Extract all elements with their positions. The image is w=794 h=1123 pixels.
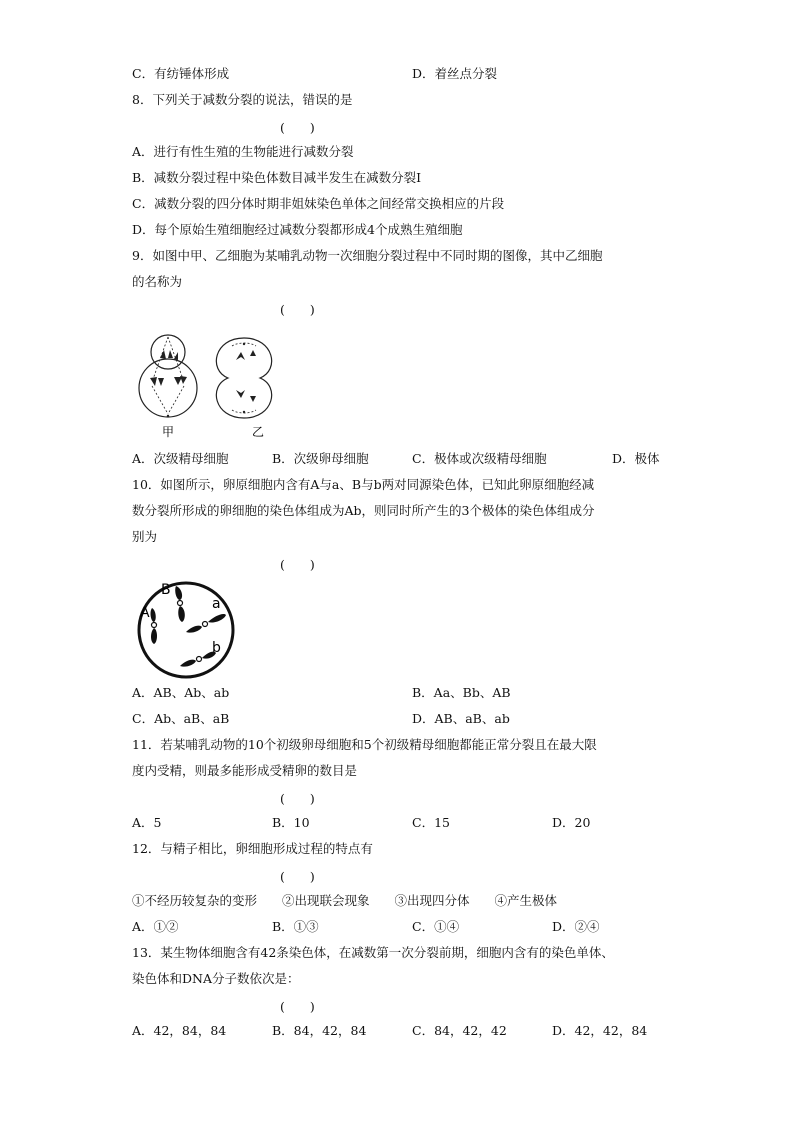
q13-option-d: D．42，42，84 xyxy=(552,1023,648,1038)
cell-jia xyxy=(139,335,197,417)
q13-answer-blank: ( ) xyxy=(280,999,315,1014)
q11-option-b: B．10 xyxy=(272,815,310,830)
q10-option-a: A．AB、Ab、ab xyxy=(132,685,230,700)
q12-items: ①不经历较复杂的变形 ②出现联会现象 ③出现四分体 ④产生极体 xyxy=(132,893,558,908)
q11-stem-line2: 度内受精，则最多能形成受精卵的数目是 xyxy=(132,763,358,778)
q13-option-c: C．84，42，42 xyxy=(412,1023,507,1038)
q8-answer-blank: ( ) xyxy=(280,120,315,135)
q13-option-b: B．84，42，84 xyxy=(272,1023,367,1038)
cell-jia-chromosomes xyxy=(150,350,187,417)
q8-option-b: B．减数分裂过程中染色体数目减半发生在减数分裂Ⅰ xyxy=(132,170,422,185)
q9-option-a: A．次级精母细胞 xyxy=(132,451,229,466)
label-a: a xyxy=(212,596,221,612)
q12-stem: 12．与精子相比，卵细胞形成过程的特点有 xyxy=(132,841,373,856)
q8-option-c: C．减数分裂的四分体时期非姐妹染色单体之间经常交换相应的片段 xyxy=(132,196,505,211)
q9-stem-line2: 的名称为 xyxy=(132,274,183,289)
fig-label-jia: 甲 xyxy=(161,425,175,439)
q9-stem-line1: 9．如图中甲、乙细胞为某哺乳动物一次细胞分裂过程中不同时期的图像，其中乙细胞 xyxy=(132,248,603,263)
q12-option-d: D．②④ xyxy=(552,919,600,934)
cell-yi xyxy=(216,338,271,418)
q11-option-a: A．5 xyxy=(132,815,162,830)
q12-option-a: A．①② xyxy=(132,919,179,934)
q9-option-c: C．极体或次级精母细胞 xyxy=(412,451,547,466)
q9-figure xyxy=(134,330,294,442)
q10-option-b: B．Aa、Bb、AB xyxy=(412,685,511,700)
q13-stem-line1: 13．某生物体细胞含有42条染色体，在减数第一次分裂前期，细胞内含有的染色单体、 xyxy=(132,945,614,960)
q9-answer-blank: ( ) xyxy=(280,302,315,317)
q13-stem-line2: 染色体和DNA分子数依次是： xyxy=(132,971,300,986)
q8-stem: 8．下列关于减数分裂的说法，错误的是 xyxy=(132,92,353,107)
q12-option-b: B．①③ xyxy=(272,919,319,934)
fig-label-yi: 乙 xyxy=(251,425,265,439)
q7-option-c: C．有纺锤体形成 xyxy=(132,66,230,81)
q12-answer-blank: ( ) xyxy=(280,869,315,884)
q10-option-d: D．AB、aB、ab xyxy=(412,711,510,726)
q13-option-a: A．42，84，84 xyxy=(132,1023,227,1038)
q10-stem-line2: 数分裂所形成的卵细胞的染色体组成为Ab，则同时所产生的3个极体的染色体组成分 xyxy=(132,503,595,518)
q8-option-a: A．进行有性生殖的生物能进行减数分裂 xyxy=(132,144,354,159)
q9-option-d: D．极体 xyxy=(612,451,660,466)
label-b: b xyxy=(212,640,221,656)
q7-option-d: D．着丝点分裂 xyxy=(412,66,498,81)
q11-option-d: D．20 xyxy=(552,815,591,830)
q11-answer-blank: ( ) xyxy=(280,791,315,806)
label-A: A xyxy=(140,605,150,621)
q10-stem-line1: 10．如图所示，卵原细胞内含有A与a、B与b两对同源染色体，已知此卵原细胞经减 xyxy=(132,477,595,492)
label-B: B xyxy=(161,582,171,598)
q9-option-b: B．次级卵母细胞 xyxy=(272,451,369,466)
q11-stem-line1: 11．若某哺乳动物的10个初级卵母细胞和5个初级精母细胞都能正常分裂且在最大限 xyxy=(132,737,597,752)
q10-figure xyxy=(132,578,242,682)
q10-answer-blank: ( ) xyxy=(280,557,315,572)
q10-option-c: C．Ab、aB、aB xyxy=(132,711,230,726)
q10-stem-line3: 别为 xyxy=(132,529,158,544)
q8-option-d: D．每个原始生殖细胞经过减数分裂都形成4个成熟生殖细胞 xyxy=(132,222,463,237)
q12-option-c: C．①④ xyxy=(412,919,460,934)
cell-yi-chromosomes xyxy=(236,343,256,413)
q11-option-c: C．15 xyxy=(412,815,450,830)
